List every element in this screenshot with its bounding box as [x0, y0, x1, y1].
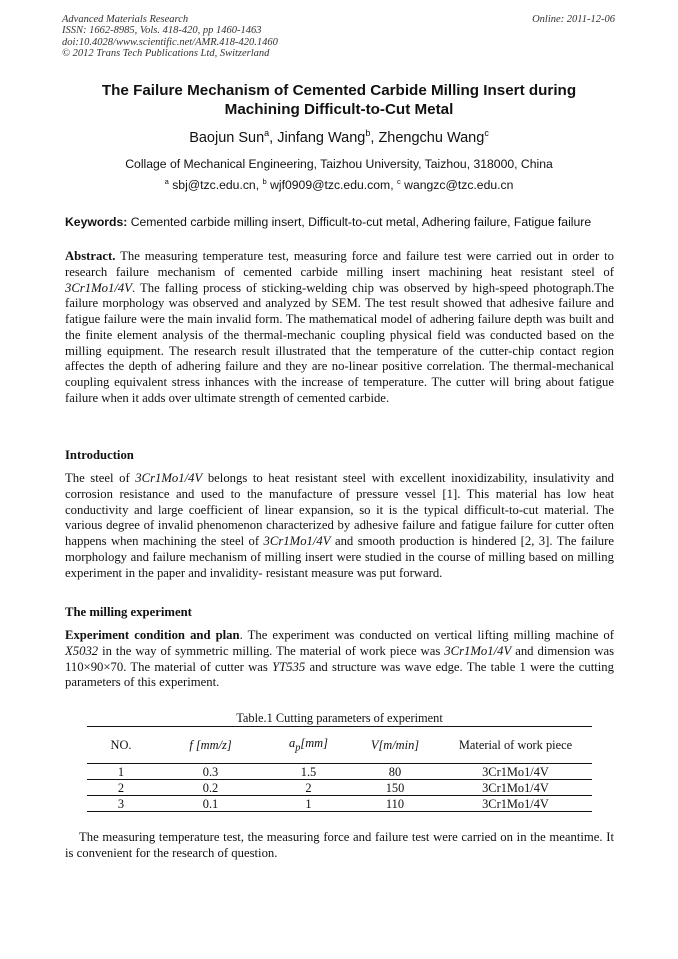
email-list: $^a$ sbj@tzc.edu.cn, $^b$ wjf0909@tzc.edu.com, $^c$ wangzc@tzc.edu.cn: [164, 176, 514, 192]
table-row: [87, 796, 592, 812]
issn-line: ISSN: 1662-8985, Vols. 418-420, pp 1460-1463: [62, 25, 262, 37]
introduction-paragraph: [65, 471, 614, 581]
header-unit: [mm/z]: [192, 737, 232, 752]
table-caption: Table.1 Cutting parameters of experiment: [236, 711, 443, 725]
cutter-material: YT535: [272, 659, 306, 674]
header-cell: [266, 727, 351, 764]
author-list: Baojun Sun$^a$, Jinfang Wang$^b$, Zhengchu Wang$^c$: [189, 128, 489, 146]
material-name: 3Cr1Mo1/4V: [263, 534, 331, 548]
copyright-line: © 2012 Trans Tech Publications Ltd, Switzerland: [62, 48, 270, 60]
email-mark: c: [396, 176, 401, 186]
closing-paragraph: The measuring temperature test, the measuring force and failure test were carried on in the meantime. It is convenient for the research of question.: [65, 830, 614, 860]
header-symbol: a: [289, 736, 296, 751]
abstract-text: The measuring temperature test, measuring force and failure test were carried out in order to research failure mechanism of cemented carbide milling insert machining heat resistant steel of: [65, 249, 614, 279]
author-mark: c: [484, 128, 489, 139]
email-mark: a: [164, 176, 169, 186]
table-cell: 0.2: [155, 780, 266, 796]
affiliation: Collage of Mechanical Engineering, Taizhou University, Taizhou, 318000, China: [125, 157, 553, 171]
milling-text: and dimension was 110×90×70. The material of cutter was: [65, 643, 615, 674]
table-header-row: [87, 727, 592, 764]
table-cell: 2: [87, 780, 155, 796]
email-address[interactable]: wangzc@tzc.edu.cn: [404, 178, 514, 192]
author-name: Baojun Sun: [189, 130, 265, 146]
table-cell: 80: [351, 764, 439, 780]
table-cell: 3Cr1Mo1/4V: [439, 764, 592, 780]
material-name: 3Cr1Mo1/4V: [135, 471, 203, 485]
intro-text: belongs to heat resistant steel with excellent inoxidizability, insulativity and corrosion resistance and used to the manufacture of pressure vessel [1]. This material has low heat conductivity and large coefficient of linear expansion, so it is the typical difficult-to-cut material. The various degree of invalid phenomenon characterized by adhesive failure and fatigue failure for cutter often happens when machining the steel of: [65, 471, 615, 548]
header-symbol: f: [189, 737, 193, 752]
table-cell: 0.1: [155, 796, 266, 812]
title-line-2: Machining Difficult-to-Cut Metal: [224, 101, 454, 118]
table-cell: 3: [87, 796, 155, 812]
keywords: [65, 215, 625, 229]
author-name: Jinfang Wang: [277, 130, 366, 146]
title-line-1: The Failure Mechanism of Cemented Carbide Milling Insert during: [101, 82, 577, 99]
header-unit: [mm]: [300, 736, 328, 751]
header-cell: [87, 727, 155, 764]
material-name: 3Cr1Mo1/4V: [65, 280, 132, 295]
section-heading-milling: The milling experiment: [65, 605, 192, 619]
header-cell: [351, 727, 439, 764]
keywords-text: Cemented carbide milling insert, Difficult-to-cut metal, Adhering failure, Fatigue failure: [130, 215, 592, 229]
abstract-text: . The falling process of sticking-welding chip was observed by high-speed photograph.The failure morphology was observed and analyzed by SEM. The test result showed that adhesive failure and fatigue failure were the main invalid form. The mathematical model of adhering failure depth was built and the finite element analysis of the thermal-mechanic coupling physical field was conducted based on the milling equipment. The research result illustrated that the temperature of the cutter-chip contact region affectes the depth of adhering failure and they are no-linear positive correlation. The thermal-mechanical coupling equivalent stress inhances with the increase of temperature. The cutter will bring about fatigue failure when it adds over ultimate strength of cemented carbide.: [65, 280, 614, 405]
table-row: [87, 780, 592, 796]
author-mark: a: [264, 128, 270, 139]
doi-line[interactable]: doi:10.4028/www.scientific.net/AMR.418-420.1460: [62, 36, 278, 48]
email-mark: b: [262, 176, 267, 186]
keywords-label: Keywords:: [65, 215, 128, 229]
header-text: NO.: [110, 737, 132, 752]
material-name: 3Cr1Mo1/4V: [444, 643, 512, 658]
header-cell: [155, 727, 266, 764]
table-row: [87, 764, 592, 780]
table-cell: 0.3: [155, 764, 266, 780]
table-cell: 1: [266, 796, 351, 812]
header-symbol: V: [370, 737, 379, 752]
subheading-condition: Experiment condition and plan: [65, 628, 240, 642]
table-cell: 1.5: [266, 764, 351, 780]
milling-text: and structure was wave edge. The table 1 were the cutting parameters of this experiment.: [65, 659, 614, 690]
section-heading-introduction: Introduction: [65, 448, 134, 462]
abstract-label: Abstract.: [65, 249, 116, 263]
table-cell: 3Cr1Mo1/4V: [439, 780, 592, 796]
author-name: Zhengchu Wang: [378, 130, 485, 146]
milling-text: in the way of symmetric milling. The material of work piece was: [102, 643, 441, 658]
email-address[interactable]: sbj@tzc.edu.cn: [172, 178, 256, 192]
header-unit: [m/min]: [378, 737, 420, 752]
table-cell: 1: [87, 764, 155, 780]
email-address[interactable]: wjf0909@tzc.edu.com: [270, 178, 391, 192]
intro-text: and smooth production is hindered [2, 3]. The failure morphology and failure mechanism of milling insert were studied in the course of milling based on milling experiment in the paper and invalidity- resistant measure was put forward.: [65, 534, 615, 580]
header-subscript: p: [295, 742, 301, 754]
header-text: Material of work piece: [458, 737, 573, 752]
online-date: Online: 2011-12-06: [532, 14, 615, 25]
table-cell: 2: [266, 780, 351, 796]
abstract: [65, 249, 614, 407]
cutting-parameters-table: [87, 726, 592, 812]
table-cell: 110: [351, 796, 439, 812]
header-cell: [439, 727, 592, 764]
machine-model: X5032: [65, 643, 99, 658]
paper-title: [60, 81, 618, 119]
milling-text: . The experiment was conducted on vertical lifting milling machine of: [239, 628, 614, 642]
author-mark: b: [365, 128, 371, 139]
journal-name: Advanced Materials Research: [62, 14, 189, 25]
table-cell: 150: [351, 780, 439, 796]
journal-header: [62, 14, 278, 60]
intro-text: The steel of: [65, 471, 130, 485]
table-cell: 3Cr1Mo1/4V: [439, 796, 592, 812]
milling-paragraph: [65, 628, 614, 691]
